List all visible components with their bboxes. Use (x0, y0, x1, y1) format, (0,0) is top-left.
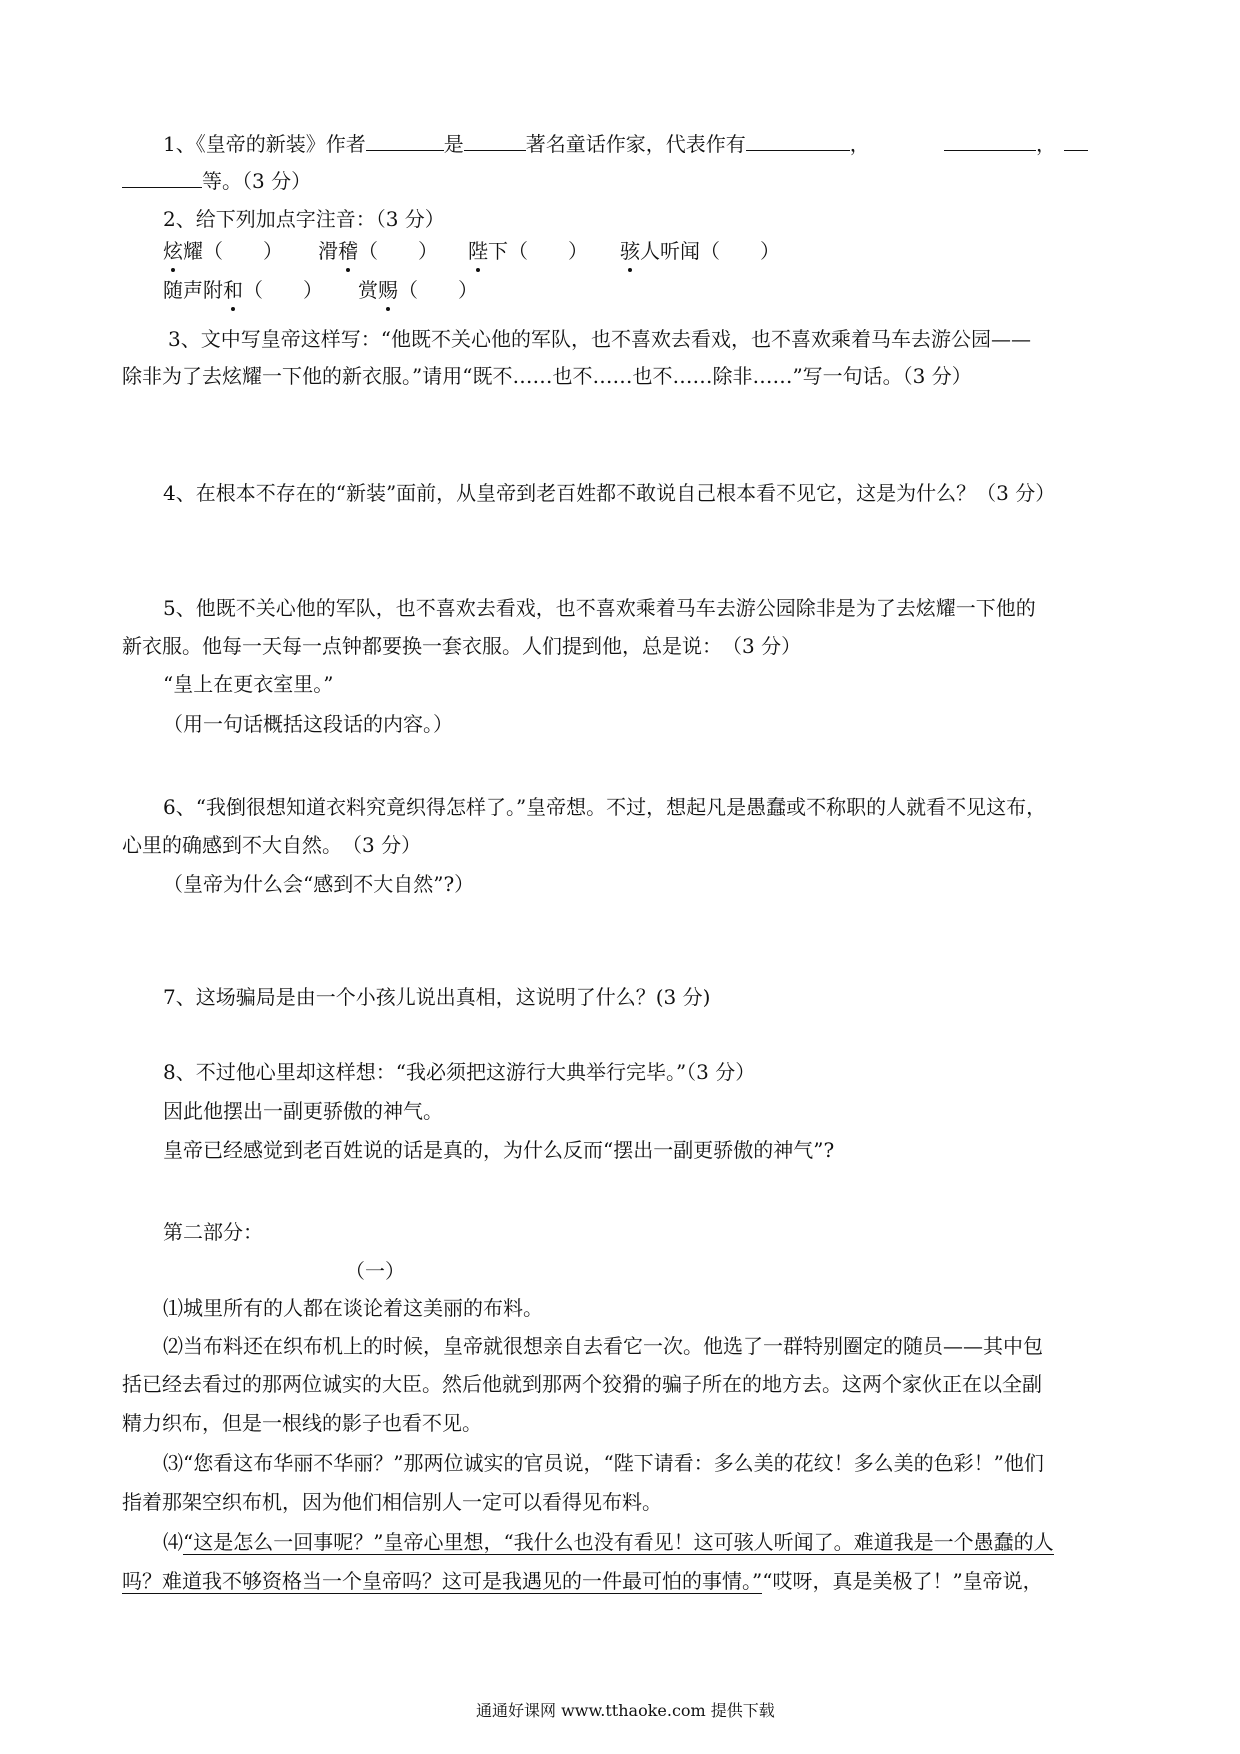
answer-blank[interactable] (366, 130, 444, 151)
q2-word: 人听闻（ ） (640, 239, 780, 263)
question-1-line-1 (163, 130, 870, 158)
paragraph-1: ⑴城里所有的人都在谈论着这美丽的布料。 (163, 1296, 543, 1320)
paragraph-2-line-2: 括已经去看过的那两位诚实的大臣。然后他就到那两个狡猾的骗子所在的地方去。这两个家伙正在以全副 (122, 1372, 1042, 1396)
question-2-title: 2、给下列加点字注音：（3 分） (163, 207, 445, 231)
paragraph-2-line-1: ⑵当布料还在织布机上的时候，皇帝就很想亲自去看它一次。他选了一群特别圈定的随员——其中包 (163, 1334, 1043, 1358)
dotted-char: 陛 (468, 239, 488, 263)
question-1-line-2 (122, 167, 311, 195)
q1-text-d: ， (849, 132, 870, 156)
question-6-line-3: （皇帝为什么会“感到不大自然”?） (163, 872, 475, 896)
question-3-line-2: 除非为了去炫耀一下他的新衣服。”请用“既不……也不……也不……除非……”写一句话。（3 分） (122, 364, 972, 388)
q2-word: 下（ ） (488, 239, 588, 263)
dotted-char: 和 (223, 278, 243, 302)
underlined-text: 吗？难道我不够资格当一个皇帝吗？这可是我遇见的一件最可怕的事情。” (122, 1569, 763, 1593)
question-8-line-2: 因此他摆出一副更骄傲的神气。 (163, 1099, 443, 1123)
question-8-line-3: 皇帝已经感觉到老百姓说的话是真的，为什么反而“摆出一副更骄傲的神气”? (163, 1138, 835, 1162)
dotted-char: 骇 (620, 239, 640, 263)
q2-word: （ ） (358, 239, 438, 263)
question-2-item-3 (468, 237, 588, 265)
part-2-title: 第二部分： (163, 1220, 263, 1244)
question-8-line-1: 8、不过他心里却这样想：“我必须把这游行大典举行完毕。”（3 分） (163, 1060, 756, 1084)
paragraph-3-line-2: 指着那架空织布机，因为他们相信别人一定可以看得见布料。 (122, 1490, 662, 1514)
question-5-line-1: 5、他既不关心他的军队，也不喜欢去看戏，也不喜欢乘着马车去游公园除非是为了去炫耀一下他的 (163, 596, 1036, 620)
answer-blank[interactable] (464, 130, 526, 151)
q2-word: 随声附 (163, 278, 223, 302)
question-2-row-1 (163, 237, 283, 265)
dotted-char: 炫 (163, 239, 183, 263)
q2-word: 赏 (358, 278, 378, 302)
q1-text-b: 是 (443, 132, 464, 156)
question-5-line-3: “皇上在更衣室里。” (163, 672, 334, 696)
question-2-item-5 (163, 276, 323, 304)
question-5-line-4: （用一句话概括这段话的内容。） (163, 712, 453, 736)
paragraph-number: ⑷ (163, 1530, 183, 1554)
paragraph-2-line-3: 精力织布，但是一根线的影子也看不见。 (122, 1411, 482, 1435)
q1-text-e: ， (1036, 132, 1056, 156)
question-3-line-1: 3、文中写皇帝这样写：“他既不关心他的军队，也不喜欢去看戏，也不喜欢乘着马车去游公园—— (168, 327, 1031, 351)
q1-text-f: 等。（3 分） (202, 169, 312, 193)
dotted-char: 赐 (378, 278, 398, 302)
question-1-line-1-tail (944, 130, 1088, 158)
answer-blank[interactable] (122, 167, 202, 188)
section-heading: （一） (345, 1259, 405, 1283)
paragraph-4-line-1 (163, 1528, 1054, 1556)
underlined-text: “这是怎么一回事呢？”皇帝心里想，“我什么也没有看见！这可骇人听闻了。难道我是一个愚蠢的人 (183, 1530, 1054, 1554)
dotted-char: 稽 (338, 239, 358, 263)
answer-blank[interactable] (746, 130, 850, 151)
answer-blank[interactable] (944, 130, 1036, 151)
question-6-line-1: 6、“我倒很想知道衣料究竟织得怎样了。”皇帝想。不过，想起凡是愚蠢或不称职的人就看不见这布， (163, 795, 1047, 819)
question-6-line-2: 心里的确感到不大自然。 （3 分） (122, 833, 422, 857)
question-5-line-2: 新衣服。他每一天每一点钟都要换一套衣服。人们提到他，总是说： （3 分） (122, 634, 802, 658)
question-7: 7、这场骗局是由一个小孩儿说出真相，这说明了什么？(3 分) (163, 985, 711, 1009)
q2-word: 耀（ ） (183, 239, 283, 263)
paragraph-text: “哎呀，真是美极了！”皇帝说， (762, 1569, 1043, 1593)
paragraph-4-line-2 (122, 1567, 1043, 1595)
footer-credit: 通通好课网 www.tthaoke.com 提供下载 (476, 1701, 775, 1720)
q1-text-a: 1、《皇帝的新装》作者 (163, 132, 366, 156)
q1-text-c: 著名童话作家，代表作有 (525, 132, 746, 156)
paragraph-3-line-1: ⑶“您看这布华丽不华丽？”那两位诚实的官员说，“陛下请看：多么美的花纹！多么美的色彩！”他们 (163, 1451, 1044, 1475)
q2-word: 滑 (318, 239, 338, 263)
question-2-item-2 (318, 237, 438, 265)
answer-blank[interactable] (1064, 130, 1088, 151)
q2-word: （ ） (243, 278, 323, 302)
question-4: 4、在根本不存在的“新装”面前，从皇帝到老百姓都不敢说自己根本看不见它，这是为什么？（3 分） (163, 481, 1056, 505)
q2-word: （ ） (398, 278, 478, 302)
question-2-item-4 (620, 237, 780, 265)
question-2-item-6 (358, 276, 478, 304)
